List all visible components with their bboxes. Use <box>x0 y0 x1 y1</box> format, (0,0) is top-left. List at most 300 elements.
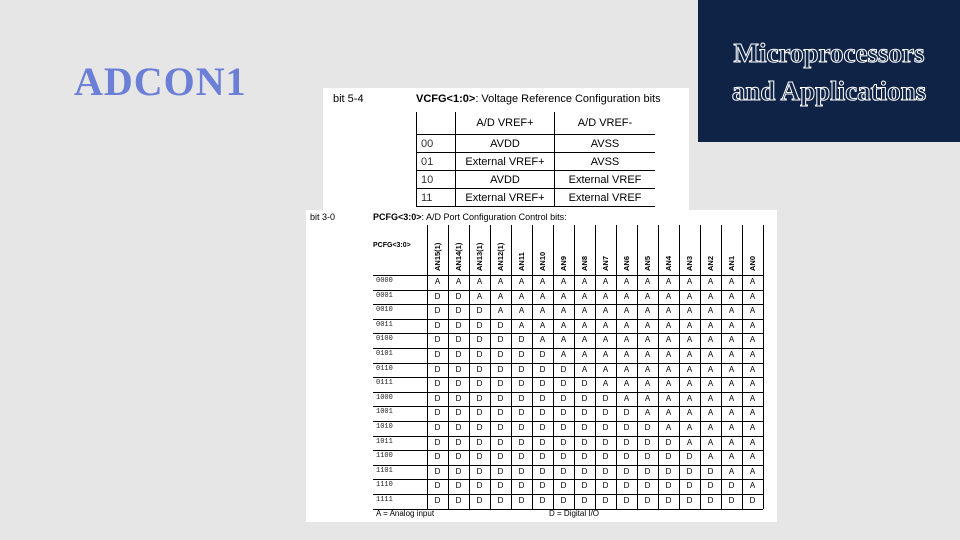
pcfg-cell: A <box>518 291 525 301</box>
pcfg-cell: D <box>602 408 609 418</box>
pcfg-cell: D <box>602 496 609 505</box>
table-rule <box>373 421 763 422</box>
pcfg-cell: A <box>749 320 756 330</box>
pcfg-cell: D <box>476 320 483 330</box>
pcfg-column-label: AN15(1) <box>433 242 442 271</box>
pcfg-cell: A <box>749 437 756 447</box>
pcfg-cell: D <box>518 452 525 462</box>
pcfg-cell: A <box>497 291 504 301</box>
pcfg-cell: D <box>644 452 651 462</box>
pcfg-cell: A <box>560 350 567 359</box>
pcfg-cell: A <box>560 320 567 330</box>
pcfg-cell: A <box>560 277 567 286</box>
pcfg-cell: D <box>560 452 567 462</box>
pcfg-cell: A <box>728 277 735 286</box>
pcfg-cell: D <box>434 408 441 418</box>
pcfg-cell: D <box>518 466 525 476</box>
pcfg-cell: A <box>707 379 714 389</box>
pcfg-cell: D <box>434 452 441 462</box>
pcfg-cell: A <box>581 277 588 286</box>
pcfg-cell: A <box>749 452 756 462</box>
pcfg-cell: D <box>497 481 504 491</box>
pcfg-cell: A <box>623 364 630 374</box>
pcfg-cell: D <box>476 437 483 447</box>
pcfg-cell: A <box>497 306 504 316</box>
pcfg-cell: A <box>686 335 693 345</box>
pcfg-cell: A <box>623 335 630 345</box>
pcfg-cell: D <box>518 437 525 447</box>
pcfg-cell: A <box>728 437 735 447</box>
pcfg-cell: D <box>665 496 672 505</box>
pcfg-cell: A <box>749 481 756 491</box>
pcfg-cell: D <box>581 423 588 432</box>
pcfg-column-header <box>532 225 553 275</box>
pcfg-column-header <box>658 225 679 275</box>
pcfg-cell: D <box>476 335 483 345</box>
pcfg-cell: A <box>728 364 735 374</box>
pcfg-row-code: 1000 <box>376 393 393 402</box>
pcfg-cell: A <box>518 306 525 316</box>
table-rule <box>373 436 763 437</box>
pcfg-cell: D <box>434 393 441 403</box>
vcfg-code: 11 <box>417 189 456 207</box>
pcfg-cell: D <box>455 306 462 316</box>
pcfg-cell: A <box>686 408 693 418</box>
vcfg-vref-plus: AVDD <box>456 135 555 153</box>
pcfg-cell: A <box>602 364 609 374</box>
pcfg-cell: D <box>455 437 462 447</box>
pcfg-bit-label: bit 3-0 <box>310 212 336 222</box>
pcfg-cell: A <box>539 277 546 286</box>
vcfg-vref-minus: AVSS <box>555 135 656 153</box>
pcfg-cell: D <box>476 466 483 476</box>
pcfg-cell: A <box>749 466 756 476</box>
vcfg-header-row <box>417 112 656 135</box>
pcfg-cell: D <box>644 437 651 447</box>
pcfg-cell: D <box>602 423 609 432</box>
pcfg-cell: A <box>749 423 756 432</box>
pcfg-cell: D <box>581 466 588 476</box>
pcfg-cell: A <box>686 350 693 359</box>
pcfg-column-label: AN3 <box>685 255 694 271</box>
vcfg-description <box>416 93 661 105</box>
table-divider <box>763 225 764 509</box>
vcfg-header-cell: A/D VREF+ <box>456 112 555 135</box>
pcfg-cell: D <box>644 496 651 505</box>
vcfg-row <box>417 171 656 189</box>
pcfg-cell: D <box>707 496 714 505</box>
pcfg-cell: A <box>644 393 651 403</box>
pcfg-cell: A <box>728 350 735 359</box>
pcfg-cell: D <box>476 393 483 403</box>
vcfg-code: 01 <box>417 153 456 171</box>
pcfg-cell: A <box>644 364 651 374</box>
pcfg-cell: D <box>560 466 567 476</box>
pcfg-cell: A <box>707 335 714 345</box>
table-rule <box>373 406 763 407</box>
pcfg-column-label: AN10 <box>538 251 547 271</box>
pcfg-cell: A <box>623 320 630 330</box>
pcfg-register-panel <box>306 210 777 522</box>
pcfg-cell: D <box>539 496 546 505</box>
pcfg-cell: D <box>476 364 483 374</box>
pcfg-cell: D <box>644 481 651 491</box>
table-rule <box>373 494 763 495</box>
pcfg-cell: A <box>728 466 735 476</box>
pcfg-cell: A <box>560 335 567 345</box>
pcfg-cell: D <box>665 466 672 476</box>
pcfg-cell: D <box>539 423 546 432</box>
pcfg-cell: A <box>749 277 756 286</box>
pcfg-cell: D <box>539 364 546 374</box>
pcfg-cell: A <box>602 320 609 330</box>
pcfg-cell: D <box>728 481 735 491</box>
pcfg-cell: A <box>686 423 693 432</box>
pcfg-cell: A <box>560 291 567 301</box>
pcfg-cell: A <box>728 306 735 316</box>
pcfg-cell: A <box>644 379 651 389</box>
pcfg-cell: D <box>518 364 525 374</box>
pcfg-cell: D <box>539 379 546 389</box>
pcfg-cell: D <box>434 423 441 432</box>
pcfg-cell: A <box>707 393 714 403</box>
pcfg-cell: D <box>455 466 462 476</box>
pcfg-cell: A <box>749 364 756 374</box>
pcfg-cell: D <box>560 393 567 403</box>
pcfg-cell: D <box>560 437 567 447</box>
pcfg-row-code: 0010 <box>376 306 393 315</box>
table-rule <box>373 363 763 364</box>
pcfg-cell: A <box>581 306 588 316</box>
vcfg-register-panel <box>323 88 689 212</box>
pcfg-cell: D <box>434 466 441 476</box>
pcfg-column-header <box>553 225 574 275</box>
pcfg-column-label: AN4 <box>664 255 673 271</box>
pcfg-cell: A <box>707 452 714 462</box>
vcfg-bit-label: bit 5-4 <box>333 93 364 105</box>
pcfg-cell: D <box>602 437 609 447</box>
pcfg-cell: A <box>686 379 693 389</box>
pcfg-row-code: 1011 <box>376 437 393 446</box>
pcfg-cell: D <box>623 423 630 432</box>
pcfg-cell: D <box>455 364 462 374</box>
pcfg-column-label: AN7 <box>601 255 610 271</box>
pcfg-cell: A <box>581 350 588 359</box>
table-rule <box>373 290 763 291</box>
pcfg-cell: D <box>497 364 504 374</box>
pcfg-cell: A <box>665 291 672 301</box>
pcfg-cell: A <box>539 335 546 345</box>
pcfg-cell: D <box>623 452 630 462</box>
pcfg-cell: D <box>455 408 462 418</box>
pcfg-cell: D <box>518 335 525 345</box>
vcfg-header-cell: A/D VREF- <box>555 112 656 135</box>
pcfg-cell: A <box>623 306 630 316</box>
pcfg-cell: D <box>518 423 525 432</box>
pcfg-cell: D <box>581 452 588 462</box>
pcfg-cell: A <box>560 306 567 316</box>
pcfg-cell: D <box>623 496 630 505</box>
pcfg-cell: D <box>497 437 504 447</box>
table-rule <box>373 392 763 393</box>
pcfg-cell: A <box>686 291 693 301</box>
pcfg-cell: A <box>602 277 609 286</box>
pcfg-column-header <box>511 225 532 275</box>
pcfg-column-header <box>427 225 448 275</box>
pcfg-cell: D <box>434 320 441 330</box>
pcfg-cell: D <box>749 496 756 505</box>
pcfg-cell: A <box>728 291 735 301</box>
pcfg-row-code: 0011 <box>376 320 393 329</box>
pcfg-cell: D <box>497 320 504 330</box>
pcfg-cell: A <box>644 320 651 330</box>
pcfg-cell: A <box>581 291 588 301</box>
pcfg-cell: D <box>581 437 588 447</box>
pcfg-cell: A <box>749 408 756 418</box>
pcfg-cell: D <box>539 466 546 476</box>
table-rule <box>373 319 763 320</box>
pcfg-row-code: 0110 <box>376 364 393 373</box>
pcfg-cell: D <box>455 291 462 301</box>
pcfg-cell: A <box>728 408 735 418</box>
pcfg-cell: A <box>623 277 630 286</box>
pcfg-cell: D <box>728 496 735 505</box>
pcfg-cell: D <box>434 350 441 359</box>
pcfg-row-code: 1001 <box>376 408 393 417</box>
pcfg-cell: A <box>707 277 714 286</box>
pcfg-cell: D <box>434 379 441 389</box>
vcfg-vref-minus: External VREF <box>555 171 656 189</box>
pcfg-cell: D <box>476 350 483 359</box>
pcfg-cell: D <box>497 496 504 505</box>
pcfg-column-label: AN11 <box>517 252 526 271</box>
pcfg-cell: D <box>518 350 525 359</box>
pcfg-cell: A <box>665 350 672 359</box>
pcfg-cell: D <box>518 408 525 418</box>
pcfg-cell: A <box>749 379 756 389</box>
vcfg-vref-plus: AVDD <box>456 171 555 189</box>
pcfg-cell: D <box>686 496 693 505</box>
vcfg-vref-plus: External VREF+ <box>456 189 555 207</box>
pcfg-column-label: AN1 <box>727 255 736 271</box>
pcfg-cell: D <box>686 466 693 476</box>
pcfg-column-header <box>448 225 469 275</box>
pcfg-cell: D <box>497 379 504 389</box>
pcfg-cell: A <box>623 379 630 389</box>
pcfg-cell: A <box>665 379 672 389</box>
pcfg-cell: D <box>560 364 567 374</box>
pcfg-cell: A <box>623 393 630 403</box>
pcfg-column-label: AN2 <box>706 255 715 271</box>
pcfg-cell: A <box>665 320 672 330</box>
pcfg-cell: A <box>602 379 609 389</box>
pcfg-row-code: 1010 <box>376 423 393 431</box>
pcfg-cell: D <box>497 350 504 359</box>
pcfg-cell: D <box>665 437 672 447</box>
pcfg-cell: D <box>434 335 441 345</box>
table-rule <box>373 465 763 466</box>
pcfg-column-header <box>490 225 511 275</box>
pcfg-cell: A <box>581 320 588 330</box>
pcfg-row-code: 1111 <box>376 496 393 504</box>
pcfg-cell: A <box>644 291 651 301</box>
pcfg-cell: A <box>665 277 672 286</box>
pcfg-cell: D <box>497 393 504 403</box>
pcfg-cell: A <box>476 291 483 301</box>
pcfg-cell: A <box>707 364 714 374</box>
pcfg-cell: A <box>749 306 756 316</box>
course-banner <box>698 0 960 142</box>
pcfg-cell: D <box>623 466 630 476</box>
pcfg-cell: A <box>665 335 672 345</box>
pcfg-cell: D <box>623 408 630 418</box>
pcfg-cell: A <box>644 350 651 359</box>
pcfg-cell: A <box>728 379 735 389</box>
pcfg-cell: D <box>686 481 693 491</box>
pcfg-cell: A <box>434 277 441 286</box>
pcfg-cell: A <box>602 291 609 301</box>
pcfg-cell: A <box>665 364 672 374</box>
pcfg-column-header <box>700 225 721 275</box>
pcfg-cell: A <box>581 335 588 345</box>
legend-analog: A = Analog input <box>376 509 435 518</box>
pcfg-row-code: 0001 <box>376 291 393 300</box>
pcfg-column-header <box>469 225 490 275</box>
vcfg-code: 00 <box>417 135 456 153</box>
pcfg-cell: D <box>455 452 462 462</box>
pcfg-cell: D <box>434 496 441 505</box>
vcfg-row <box>417 153 656 171</box>
pcfg-cell: D <box>476 306 483 316</box>
pcfg-cell: D <box>686 452 693 462</box>
table-rule <box>373 450 763 451</box>
pcfg-cell: A <box>686 277 693 286</box>
legend-digital: D = Digital I/O <box>549 509 600 518</box>
pcfg-column-label: AN13(1) <box>475 242 484 271</box>
pcfg-cell: D <box>602 393 609 403</box>
pcfg-cell: D <box>707 481 714 491</box>
pcfg-column-label: AN0 <box>748 255 757 271</box>
pcfg-cell: D <box>476 496 483 505</box>
table-rule <box>373 333 763 334</box>
pcfg-cell: D <box>455 335 462 345</box>
pcfg-table <box>373 225 773 508</box>
pcfg-cell: A <box>707 408 714 418</box>
pcfg-row-code: 1101 <box>376 466 393 475</box>
pcfg-cell: A <box>686 364 693 374</box>
pcfg-row-code: 0101 <box>376 350 393 358</box>
pcfg-row-code: 1110 <box>376 481 393 490</box>
pcfg-cell: A <box>539 291 546 301</box>
pcfg-column-label: AN14(1) <box>454 242 463 271</box>
pcfg-cell: D <box>518 481 525 491</box>
pcfg-cell: A <box>539 320 546 330</box>
pcfg-column-header <box>721 225 742 275</box>
pcfg-cell: D <box>455 393 462 403</box>
pcfg-column-label: AN6 <box>622 255 631 271</box>
pcfg-cell: D <box>455 379 462 389</box>
pcfg-cell: D <box>602 452 609 462</box>
pcfg-cell: A <box>707 320 714 330</box>
pcfg-cell: D <box>539 408 546 418</box>
pcfg-cell: D <box>560 496 567 505</box>
table-rule <box>373 479 763 480</box>
pcfg-cell: A <box>749 350 756 359</box>
pcfg-cell: A <box>623 350 630 359</box>
pcfg-cell: D <box>644 466 651 476</box>
pcfg-cell: D <box>623 481 630 491</box>
pcfg-cell: A <box>686 320 693 330</box>
pcfg-row-code: 0100 <box>376 335 393 344</box>
pcfg-cell: D <box>455 496 462 505</box>
pcfg-cell: A <box>686 393 693 403</box>
pcfg-column-header <box>637 225 658 275</box>
pcfg-row-code: 0111 <box>376 379 393 388</box>
pcfg-cell: D <box>434 481 441 491</box>
vcfg-vref-minus: External VREF <box>555 189 656 207</box>
pcfg-cell: D <box>455 350 462 359</box>
pcfg-cell: A <box>728 452 735 462</box>
pcfg-cell: D <box>560 423 567 432</box>
pcfg-cell: D <box>581 496 588 505</box>
pcfg-cell: D <box>455 423 462 432</box>
pcfg-cell: A <box>539 306 546 316</box>
table-rule <box>373 304 763 305</box>
pcfg-cell: D <box>581 481 588 491</box>
pcfg-cell: D <box>497 466 504 476</box>
pcfg-cell: A <box>665 306 672 316</box>
pcfg-cell: D <box>434 364 441 374</box>
pcfg-cell: D <box>518 496 525 505</box>
pcfg-cell: D <box>434 291 441 301</box>
pcfg-cell: A <box>707 423 714 432</box>
pcfg-cell: D <box>539 393 546 403</box>
pcfg-cell: A <box>644 277 651 286</box>
pcfg-cell: D <box>518 379 525 389</box>
pcfg-cell: D <box>497 335 504 345</box>
pcfg-cell: A <box>518 277 525 286</box>
pcfg-cell: A <box>497 277 504 286</box>
pcfg-cell: D <box>560 481 567 491</box>
pcfg-cell: D <box>623 437 630 447</box>
pcfg-code-header: PCFG<3:0> <box>373 242 411 249</box>
pcfg-cell: D <box>476 423 483 432</box>
pcfg-cell: D <box>455 481 462 491</box>
pcfg-cell: A <box>665 393 672 403</box>
vcfg-field-name: VCFG<1:0> <box>416 93 476 105</box>
banner-line-1: Microprocessors <box>733 38 925 68</box>
pcfg-cell: D <box>497 423 504 432</box>
pcfg-desc-text: : A/D Port Configuration Control bits: <box>421 212 567 222</box>
pcfg-cell: A <box>581 364 588 374</box>
pcfg-description <box>373 212 567 222</box>
vcfg-table <box>416 112 655 207</box>
pcfg-cell: A <box>707 350 714 359</box>
pcfg-cell: A <box>665 408 672 418</box>
pcfg-cell: D <box>581 408 588 418</box>
pcfg-cell: D <box>665 452 672 462</box>
pcfg-column-label: AN12(1) <box>496 242 505 271</box>
pcfg-cell: A <box>518 320 525 330</box>
pcfg-cell: A <box>686 306 693 316</box>
pcfg-cell: D <box>434 306 441 316</box>
pcfg-cell: A <box>728 320 735 330</box>
pcfg-cell: A <box>728 335 735 345</box>
vcfg-header-cell <box>417 112 456 135</box>
pcfg-cell: D <box>560 408 567 418</box>
pcfg-cell: D <box>539 452 546 462</box>
vcfg-desc-text: : Voltage Reference Configuration bits <box>475 93 661 105</box>
